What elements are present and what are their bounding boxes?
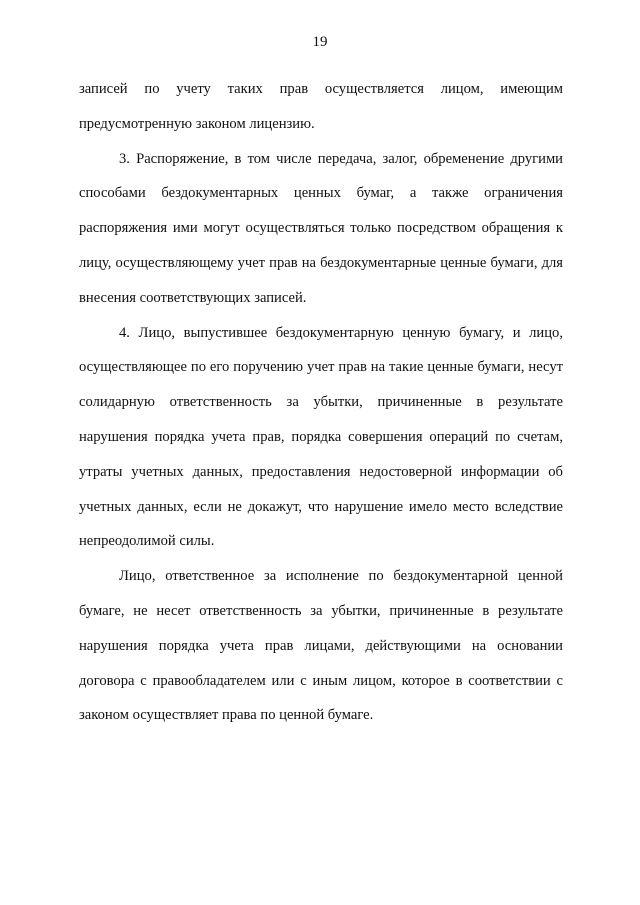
paragraph-continuation: записей по учету таких прав осуществляется лицом, имеющим предусмотренную законом лицензию. bbox=[79, 81, 563, 132]
document-body bbox=[79, 72, 563, 733]
paragraph-clause-4: 4. Лицо, выпустившее бездокументарную ценную бумагу, и лицо, осуществляющее по его поручению учет прав на такие ценные бумаги, несут солидарную ответственность за убытки, причиненные в результате нарушения порядка учета прав, порядка совершения операций по счетам, утраты учетных данных, предоставления недостоверной информации об учетных данных, если не докажут, что нарушение имело место вследствие непреодолимой силы. bbox=[79, 324, 563, 550]
page-number: 19 bbox=[312, 34, 328, 50]
paragraph-clause-3: 3. Распоряжение, в том числе передача, залог, обременение другими способами бездокументарных ценных бумаг, а также ограничения распоряжения ими могут осуществляться только посредством обращения к лицу, осуществляющему учет прав на бездокументарные ценные бумаги, для внесения соответствующих записей. bbox=[79, 150, 563, 306]
paragraph-responsible-person: Лицо, ответственное за исполнение по бездокументарной ценной бумаге, не несет ответственность за убытки, причиненные в результате нарушения порядка учета прав лицами, действующими на основании договора с правообладателем или с иным лицом, которое в соответствии с законом осуществляет права по ценной бумаге. bbox=[79, 568, 563, 724]
